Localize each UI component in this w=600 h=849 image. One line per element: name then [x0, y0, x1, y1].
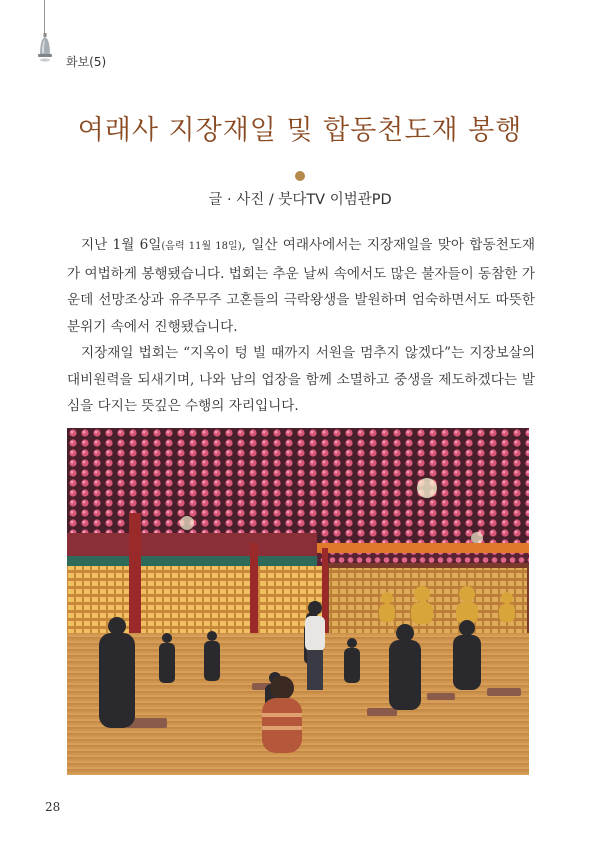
paragraph-1-lead: 지난 1월 6일 [81, 237, 162, 253]
header-rule [44, 0, 45, 34]
temple-hall-photo [67, 428, 529, 775]
paragraph-2: 지장재일 법회는 “지옥이 텅 빌 때까지 서원을 멈추지 않겠다”는 지장보살의 대비원력을 되새기며, 나와 남의 업장을 함께 소멸하고 중생을 제도하겠다는 발심을 다지는 뜻깊은 수행의 자리입니다. [67, 345, 535, 414]
byline: 글 · 사진 / 붓다TV 이범관PD [208, 192, 392, 208]
article-body [67, 232, 535, 420]
section-label: 화보(5) [66, 55, 107, 69]
article-title: 여래사 지장재일 및 합동천도재 봉행 [77, 115, 523, 146]
paragraph-1-rest: , 일산 여래사에서는 지장재일을 맞아 합동천도재가 여법하게 봉행됐습니다. 법회는 추운 날씨 속에서도 많은 불자들이 동참한 가운데 선망조상과 유주무주 고혼들의 극락왕생을 발원하며 엄숙하면서도 따뜻한 분위기 속에서 진행됐습니다. [67, 237, 535, 335]
bell-icon [37, 33, 53, 65]
page-number: 28 [45, 800, 61, 814]
lunar-date-note: (음력 11월 18일) [161, 241, 242, 252]
title-divider-dot [295, 171, 305, 181]
paragraph-1 [67, 232, 535, 340]
